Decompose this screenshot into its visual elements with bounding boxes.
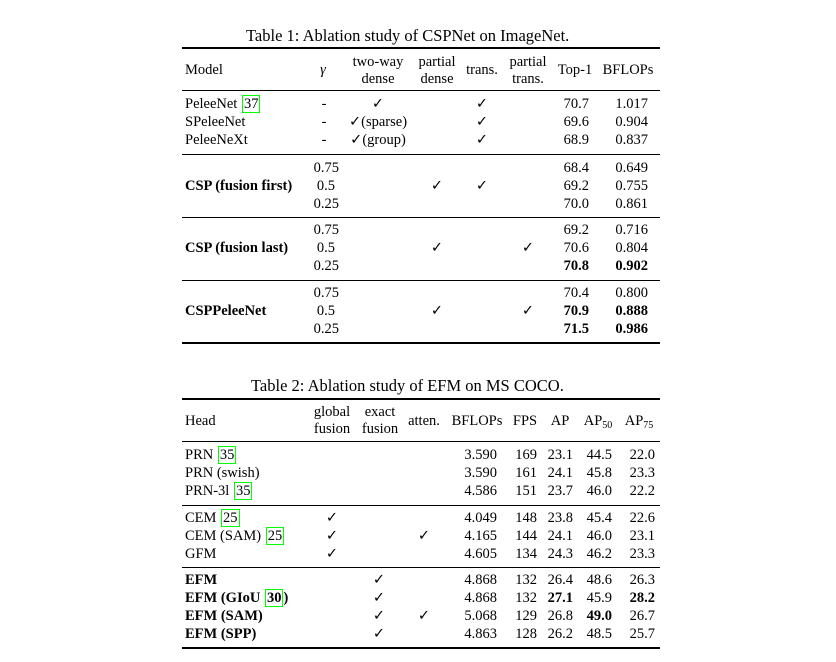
t1-row-gamma: - <box>321 96 327 112</box>
t1-row-top1: 70.0 <box>563 196 589 212</box>
t2-row-ap75: 25.7 <box>629 626 655 642</box>
t1-row-top1: 70.9 <box>563 303 589 319</box>
t2-row-atten: ✓ <box>417 608 431 624</box>
t1-row-gamma: 0.5 <box>316 303 335 319</box>
t2-row-fps: 148 <box>515 510 537 526</box>
t1-group-partial-dense: ✓ <box>430 240 444 256</box>
t2-row-ap: 24.1 <box>547 465 573 481</box>
t1-row-top1: 71.5 <box>563 321 589 337</box>
t2-row-ap75: 22.6 <box>629 510 655 526</box>
citation-link[interactable]: 37 <box>243 96 259 112</box>
t1-row-model: PeleeNet 37 <box>185 96 259 112</box>
t2-row-bflops: 4.586 <box>464 483 497 499</box>
t1-row-gamma: 0.75 <box>313 160 339 176</box>
t2-row-fps: 144 <box>515 528 537 544</box>
t2-row-exact: ✓ <box>372 608 386 624</box>
t2-row-ap75: 22.0 <box>629 447 655 463</box>
t2-row-fps: 169 <box>515 447 537 463</box>
t2-row-head: EFM (SAM) <box>185 608 263 624</box>
t2-row-ap75: 23.3 <box>629 465 655 481</box>
t2-row-head: PRN (swish) <box>185 465 260 481</box>
t2-row-bflops: 4.049 <box>464 510 497 526</box>
t2-row-head: EFM (GIoU 30 ) <box>185 590 289 606</box>
t1-row-bflops: 0.716 <box>615 222 648 238</box>
t2-row-exact: ✓ <box>372 590 386 606</box>
t1-row-bflops: 0.904 <box>615 114 648 130</box>
t2-row-fps: 151 <box>515 483 537 499</box>
t1-row-trans: ✓ <box>475 132 489 148</box>
t1-row-top1: 69.2 <box>563 222 589 238</box>
t2-row-ap50: 46.2 <box>586 546 612 562</box>
t2-row-ap50: 45.8 <box>586 465 612 481</box>
t2-row-fps: 128 <box>515 626 537 642</box>
citation-link[interactable]: 35 <box>235 483 251 499</box>
t1-row-bflops: 0.649 <box>615 160 648 176</box>
t1-group-rule <box>182 280 660 281</box>
t1-group-name: CSP (fusion first) <box>185 178 293 194</box>
t2-row-ap: 26.4 <box>547 572 573 588</box>
t1-header-model: Model <box>185 62 223 78</box>
t1-header-partial: partial <box>418 54 456 70</box>
table2-top-rule <box>182 398 660 400</box>
citation-link[interactable]: 25 <box>267 528 283 544</box>
t1-row-top1: 70.7 <box>563 96 589 112</box>
t2-row-global: ✓ <box>325 546 339 562</box>
t2-row-ap75: 28.2 <box>629 590 655 606</box>
t2-header-rule <box>182 441 660 442</box>
t2-row-ap75: 26.3 <box>629 572 655 588</box>
t2-header-head: Head <box>185 413 216 429</box>
table2-bottom-rule <box>182 647 660 649</box>
t2-row-fps: 132 <box>515 590 537 606</box>
t1-row-bflops: 0.986 <box>615 321 648 337</box>
t2-row-ap50: 46.0 <box>586 483 612 499</box>
t2-row-ap75: 23.3 <box>629 546 655 562</box>
t1-row-two-way: ✓(group) <box>350 132 406 148</box>
t2-row-ap50: 45.9 <box>586 590 612 606</box>
t2-row-ap: 26.8 <box>547 608 573 624</box>
t1-header-two-way: two-way <box>352 54 404 70</box>
t2-group-rule <box>182 567 660 568</box>
t2-row-bflops: 4.863 <box>464 626 497 642</box>
t1-row-gamma: 0.75 <box>313 285 339 301</box>
t1-row-bflops: 0.804 <box>615 240 648 256</box>
t2-row-ap: 23.7 <box>547 483 573 499</box>
t1-row-gamma: 0.25 <box>313 321 339 337</box>
t1-row-gamma: 0.75 <box>313 222 339 238</box>
t2-row-exact: ✓ <box>372 626 386 642</box>
t1-group-partial-dense: ✓ <box>430 178 444 194</box>
t1-row-top1: 70.4 <box>563 285 589 301</box>
t1-header-partial2: partial <box>509 54 547 70</box>
t2-row-fps: 161 <box>515 465 537 481</box>
t2-row-head: CEM 25 <box>185 510 238 526</box>
t2-row-ap50: 46.0 <box>586 528 612 544</box>
table1-bottom-rule <box>182 342 660 344</box>
t2-header-global-fusion: fusion <box>313 421 351 437</box>
t1-row-top1: 68.4 <box>563 160 589 176</box>
t2-row-head: PRN 35 <box>185 447 235 463</box>
t1-group-partial-dense: ✓ <box>430 303 444 319</box>
t1-row-top1: 69.6 <box>563 114 589 130</box>
t2-row-head: CEM (SAM) 25 <box>185 528 283 544</box>
t1-row-bflops: 0.902 <box>615 258 648 274</box>
t1-row-gamma: 0.25 <box>313 196 339 212</box>
citation-link[interactable]: 25 <box>223 510 238 526</box>
t2-header-global: global <box>313 404 351 420</box>
t2-row-head: PRN-3l 35 <box>185 483 251 499</box>
t1-row-bflops: 1.017 <box>615 96 648 112</box>
t1-row-bflops: 0.755 <box>615 178 648 194</box>
t2-row-ap: 23.8 <box>547 510 573 526</box>
t2-row-bflops: 5.068 <box>464 608 497 624</box>
t1-group-trans: ✓ <box>475 178 489 194</box>
t1-header-trans: trans. <box>466 62 498 78</box>
t1-group-name: CSPPeleeNet <box>185 303 267 319</box>
citation-link[interactable]: 35 <box>219 447 235 463</box>
t2-row-fps: 132 <box>515 572 537 588</box>
t2-row-ap50: 48.6 <box>586 572 612 588</box>
t1-group-rule <box>182 217 660 218</box>
table2-caption: Table 2: Ablation study of EFM on MS COCO. <box>251 376 564 395</box>
t2-row-ap75: 26.7 <box>629 608 655 624</box>
t1-row-trans: ✓ <box>475 114 489 130</box>
t2-row-bflops: 4.868 <box>464 572 497 588</box>
t1-row-bflops: 0.800 <box>615 285 648 301</box>
t2-header-ap: AP <box>550 413 570 429</box>
t2-row-ap50: 49.0 <box>586 608 612 624</box>
t2-row-ap: 24.3 <box>547 546 573 562</box>
t2-row-ap: 23.1 <box>547 447 573 463</box>
t2-header-bflops: BFLOPs <box>451 413 503 429</box>
t1-header-bflops: BFLOPs <box>602 62 654 78</box>
t1-header-gamma: γ <box>320 62 326 78</box>
t2-row-atten: ✓ <box>417 528 431 544</box>
t1-row-model: SPeleeNet <box>185 114 246 130</box>
t1-row-top1: 68.9 <box>563 132 589 148</box>
t1-header-rule <box>182 90 660 91</box>
t1-row-gamma: 0.5 <box>316 240 335 256</box>
t1-group-partial-trans: ✓ <box>521 303 535 319</box>
t1-row-two-way: ✓(sparse) <box>348 114 408 130</box>
t2-row-ap75: 22.2 <box>629 483 655 499</box>
t1-group-rule <box>182 154 660 155</box>
t1-row-bflops: 0.888 <box>615 303 648 319</box>
t2-header-ap50: $AP_{50}$ <box>583 413 613 431</box>
t2-row-exact: ✓ <box>372 572 386 588</box>
t2-row-global: ✓ <box>325 510 339 526</box>
t1-row-top1: 70.8 <box>563 258 589 274</box>
t2-row-head: GFM <box>185 546 217 562</box>
t1-row-model: PeleeNeXt <box>185 132 248 148</box>
t2-row-ap50: 45.4 <box>586 510 612 526</box>
t2-header-exact: exact <box>364 404 396 420</box>
t1-row-two-way: ✓ <box>371 96 385 112</box>
table1-caption: Table 1: Ablation study of CSPNet on ImageNet. <box>246 26 570 45</box>
citation-link[interactable]: 30 <box>266 590 282 606</box>
t2-row-bflops: 4.868 <box>464 590 497 606</box>
t1-row-gamma: 0.5 <box>316 178 335 194</box>
t1-row-trans: ✓ <box>475 96 489 112</box>
t2-header-fps: FPS <box>512 413 538 429</box>
t2-header-atten: atten. <box>408 413 440 429</box>
t2-header-ap75: $AP_{75}$ <box>624 413 654 431</box>
t1-row-top1: 69.2 <box>563 178 589 194</box>
t2-row-head: EFM <box>185 572 218 588</box>
t2-row-ap: 27.1 <box>547 590 573 606</box>
t2-row-head: EFM (SPP) <box>185 626 257 642</box>
t2-row-bflops: 4.605 <box>464 546 497 562</box>
t1-row-gamma: 0.25 <box>313 258 339 274</box>
t2-row-ap: 24.1 <box>547 528 573 544</box>
t2-row-ap: 26.2 <box>547 626 573 642</box>
t2-row-ap50: 48.5 <box>586 626 612 642</box>
t2-row-global: ✓ <box>325 528 339 544</box>
t2-row-ap50: 44.5 <box>586 447 612 463</box>
t2-header-exact-fusion: fusion <box>361 421 399 437</box>
t1-row-top1: 70.6 <box>563 240 589 256</box>
t1-group-name: CSP (fusion last) <box>185 240 289 256</box>
t1-row-gamma: - <box>321 132 327 148</box>
t1-group-partial-trans: ✓ <box>521 240 535 256</box>
t2-row-bflops: 3.590 <box>464 447 497 463</box>
t1-header-partial-dense: dense <box>420 71 454 87</box>
t2-row-fps: 129 <box>515 608 537 624</box>
t2-row-bflops: 3.590 <box>464 465 497 481</box>
t1-header-partial-trans: trans. <box>512 71 544 87</box>
table1-top-rule <box>182 47 660 49</box>
t2-group-rule <box>182 505 660 506</box>
t1-header-top1: Top-1 <box>557 62 593 78</box>
t2-row-bflops: 4.165 <box>464 528 497 544</box>
t1-row-bflops: 0.837 <box>615 132 648 148</box>
t2-row-fps: 134 <box>515 546 537 562</box>
t2-row-ap75: 23.1 <box>629 528 655 544</box>
t1-row-bflops: 0.861 <box>615 196 648 212</box>
t1-row-gamma: - <box>321 114 327 130</box>
t1-header-dense: dense <box>361 71 395 87</box>
